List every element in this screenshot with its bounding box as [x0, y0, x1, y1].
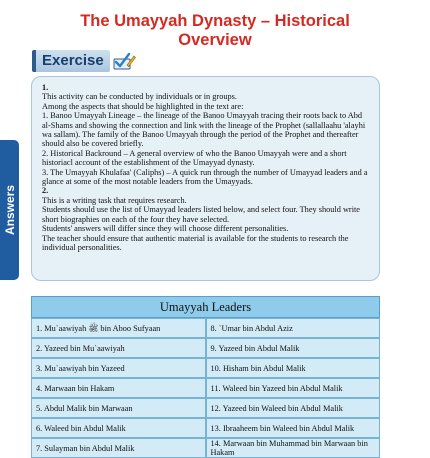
leader-cell: 3. Mu`aawiyah bin Yazeed — [31, 358, 206, 378]
answer-number: 1. — [42, 83, 49, 92]
leader-cell: 9. Yazeed bin Abdul Malik — [206, 338, 381, 358]
title-line-2: Overview — [178, 31, 252, 49]
table-row — [31, 438, 380, 458]
leader-cell: 11. Waleed bin Yazeed bin Abdul Malik — [206, 378, 381, 398]
leaders-table-body — [31, 318, 380, 458]
answers-tab-label: Answers — [2, 184, 17, 236]
leader-cell: 10. Hisham bin Abdul Malik — [206, 358, 381, 378]
answer-paragraph: Students should use the list of Umayyad leaders listed below, and select four. They should write short biographies on each of the four they have selected. — [42, 205, 360, 224]
leader-cell: 4. Marwaan bin Hakam — [31, 378, 206, 398]
answer-number: 2. — [42, 186, 49, 196]
table-row — [31, 398, 380, 418]
leader-cell: 7. Sulayman bin Abdul Malik — [31, 438, 206, 458]
answer-paragraph: This is a writing task that requires research. — [42, 195, 187, 205]
answers-side-tab — [0, 140, 19, 280]
leader-cell: 8. `Umar bin Abdul Aziz — [206, 318, 381, 338]
answer-paragraph: Students' answers will differ since they will choose different personalities. — [42, 224, 289, 234]
table-row — [31, 378, 380, 398]
answer-paragraph: 2. Historical Backround – A general overview of who the Banoo Umayyah were and a short historiacl account of the establishment of the Umayyad dynasty. — [42, 148, 347, 168]
answer-paragraph: This activity can be conducted by individuals or in groups. — [42, 92, 237, 102]
table-row — [31, 318, 380, 338]
leader-cell: 13. Ibraaheem bin Waleed bin Abdul Malik — [206, 418, 381, 438]
checkmark-pencil-icon — [112, 50, 136, 72]
leader-cell: 12. Yazeed bin Waleed bin Abdul Malik — [206, 398, 381, 418]
exercise-label: Exercise — [42, 52, 104, 69]
answer-paragraph: 1. Banoo Umayyah Lineage – the lineage of the Banoo Umayyah tracing their roots back to Abd al-Shams and showing the connection and link with the lineage of the Prophet (sallallaahu 'alayhi wa sallam). The family of the Banoo Umayyah through the period of the Prophet and thereafter should also be covered briefly. — [42, 111, 366, 149]
page-title — [0, 12, 430, 50]
leader-cell: 14. Marwaan bin Muhammad bin Marwaan bin Hakam — [206, 438, 381, 458]
answer-paragraph: The teacher should ensure that authentic material is available for the students to research the individual personalities. — [42, 233, 349, 252]
leader-cell: 5. Abdul Malik bin Marwaan — [31, 398, 206, 418]
answer-paragraph: Among the aspects that should be highlighted in the text are: — [42, 101, 244, 111]
table-row — [31, 338, 380, 358]
answer-box — [31, 76, 380, 281]
table-row — [31, 358, 380, 378]
leader-cell: 1. Mu`aawiyah ﷺ bin Aboo Sufyaan — [31, 318, 206, 338]
leaders-table-header: Umayyah Leaders — [31, 296, 380, 318]
leader-cell: 6. Waleed bin Abdul Malik — [31, 418, 206, 438]
leader-cell: 2. Yazeed bin Mu`aawiyah — [31, 338, 206, 358]
table-row — [31, 418, 380, 438]
title-line-1: The Umayyah Dynasty – Historical — [80, 12, 350, 30]
exercise-badge — [32, 50, 136, 72]
answer-paragraph: 3. The Umayyah Khulafaa' (Caliphs) – A quick run through the number of Umayyad leaders and a glance at some of the most notable leaders from the Umayyads. — [42, 167, 368, 187]
umayyah-leaders-table — [31, 296, 380, 458]
